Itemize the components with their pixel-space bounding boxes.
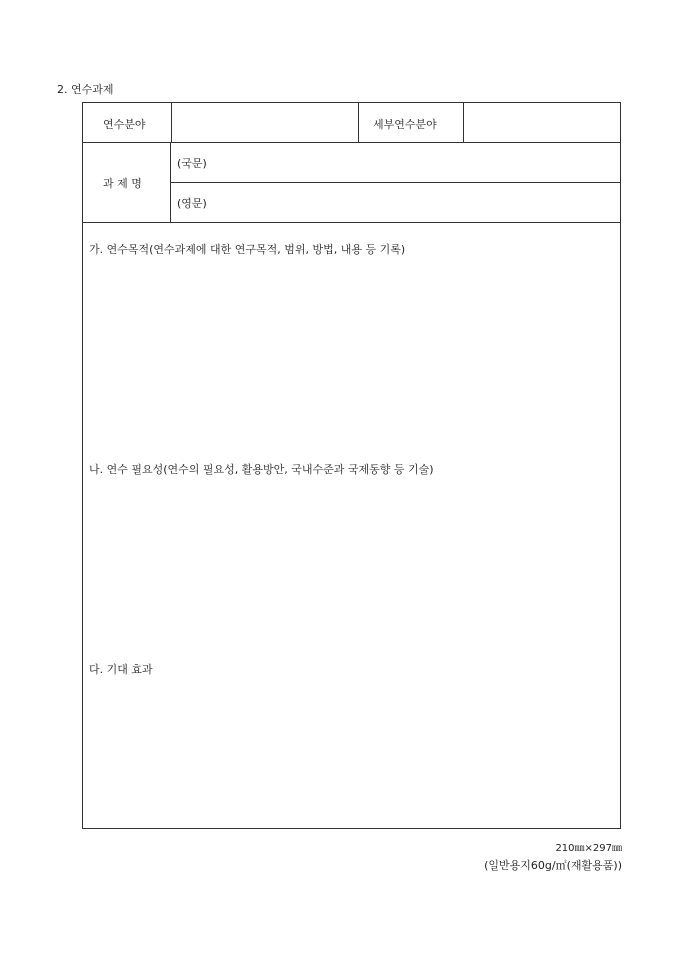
paper-note: (일반용지60g/㎡(재활용품)) — [484, 859, 622, 872]
title-korean-row[interactable] — [171, 143, 620, 183]
divider — [171, 103, 172, 142]
field-label: 연수분야 — [103, 118, 146, 131]
section-title: 2. 연수과제 — [57, 83, 114, 96]
necessity-heading: 나. 연수 필요성(연수의 필요성, 활용방안, 국내수준과 국제동향 등 기술) — [89, 463, 434, 476]
research-task-form — [82, 102, 621, 829]
title-label: 과 제 명 — [103, 177, 142, 190]
content-area[interactable] — [83, 223, 620, 828]
sub-field-label: 세부연수분야 — [373, 118, 437, 131]
field-row — [83, 103, 620, 143]
purpose-heading: 가. 연수목적(연수과제에 대한 연구목적, 범위, 방법, 내용 등 기록) — [89, 243, 406, 256]
effect-heading: 다. 기대 효과 — [89, 663, 153, 676]
title-english-row[interactable] — [171, 183, 620, 223]
field-value[interactable] — [179, 116, 359, 132]
sub-field-value[interactable] — [471, 116, 611, 132]
divider — [358, 103, 359, 142]
title-label-cell — [83, 143, 171, 223]
divider — [463, 103, 464, 142]
title-korean-label: (국문) — [177, 157, 207, 170]
paper-size: 210㎜×297㎜ — [555, 843, 622, 854]
title-english-label: (영문) — [177, 197, 207, 210]
